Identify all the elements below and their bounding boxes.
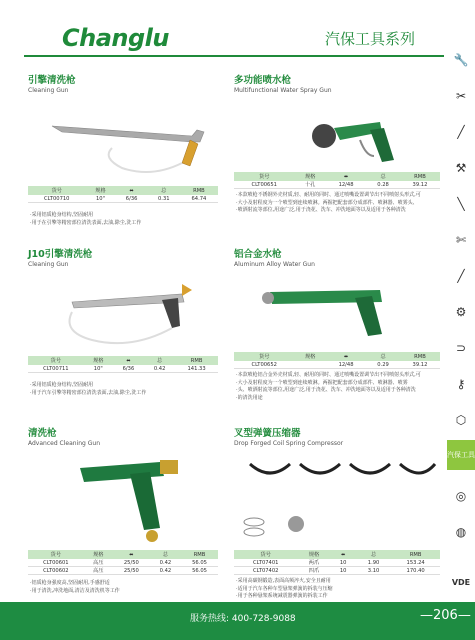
- cleaning-gun-image: [32, 108, 222, 180]
- section-spring-compressor: [234, 425, 343, 447]
- section-title: 清洗枪: [28, 428, 57, 439]
- sidebar: [447, 38, 475, 598]
- section-subtitle: Cleaning Gun: [28, 87, 69, 94]
- sidebar-active-tab[interactable]: 汽保工具: [447, 440, 475, 470]
- spec-table: 货号 规格 ⬌ 总 RMB CLT00710 10" 6/36 0.31 64.74: [28, 186, 218, 203]
- series-title: 汽保工具系列: [325, 30, 416, 48]
- section-title: 叉型弹簧压缩器: [234, 428, 301, 439]
- page-header: [0, 0, 475, 58]
- section-notes: ·采用高碳钢锻造,表面高频淬火,安全且耐用 ·适用于汽车各种车型悬架弹簧的拆装与压缩 ·用于各种悬架系统减震器弹簧的拆装工作: [236, 578, 333, 599]
- page-number: —206—: [420, 608, 471, 623]
- section-notes: ·本款喷枪铝合金外壳材质,轻、耐用的同时、通过喷嘴设置调节出不同喷射头形式,可 ·大小及射程度为一个喷型到连续喷淋。两握把配套部分成部件、喷淋器、喷雾 ·头、喷洒射流等部位,用途广泛,用于浇花、洗车、冲洗地面等以及适用于各种清洗 ·的清洗用途: [236, 372, 421, 401]
- header-divider: [24, 55, 444, 57]
- section-title: 多功能喷水枪: [234, 75, 292, 86]
- section-water-spray-gun: [234, 72, 332, 94]
- tool-icon[interactable]: ╲: [457, 197, 465, 211]
- vde-badge: VDE: [451, 578, 471, 587]
- pliers-icon[interactable]: ✂: [455, 89, 467, 103]
- brand-logo: Changlu: [62, 24, 169, 52]
- section-subtitle: Aluminum Alloy Water Gun: [234, 261, 315, 268]
- spec-table: 货号 规格 ⬌ 总 RMB CLT00652 12/48 0.29 39.12: [234, 352, 440, 369]
- screwdriver-icon[interactable]: ╱: [457, 125, 465, 139]
- aluminum-water-gun-image: [260, 272, 440, 344]
- wrench-icon[interactable]: 🔧: [453, 53, 469, 67]
- meter-icon[interactable]: ◎: [455, 489, 467, 503]
- table-row: CLT00710 10" 6/36 0.31 64.74: [28, 195, 218, 203]
- spec-table: 货号 规格 ⬌ 总 RMB CLT07401 两爪 10 1.90 153.24 CLT07402 四爪 10 3.10 170.40: [234, 550, 440, 575]
- cutter-icon[interactable]: ✄: [455, 233, 467, 247]
- table-row: CLT07401 两爪 10 1.90 153.24: [234, 559, 440, 567]
- spring-compressor-image: [240, 452, 440, 547]
- section-aluminum-water-gun: [234, 246, 315, 268]
- section-title: J10引擎清洗枪: [28, 249, 93, 260]
- service-hotline: 服务热线: 400-728-9088: [190, 614, 296, 624]
- spec-table: 货号 规格 ⬌ 总 RMB CLT00651 十孔 12/48 0.28 39.12: [234, 172, 440, 189]
- section-title: 铝合金水枪: [234, 249, 282, 260]
- table-row: CLT07402 四爪 10 3.10 170.40: [234, 567, 440, 575]
- key-icon[interactable]: ⚷: [456, 377, 466, 391]
- section-subtitle: Advanced Cleaning Gun: [28, 440, 101, 447]
- spec-table: 货号 规格 ⬌ 总 RMB CLT00711 10" 6/36 0.42 141.33: [28, 356, 218, 373]
- section-subtitle: Multifunctional Water Spray Gun: [234, 87, 332, 94]
- section-subtitle: Drop Forged Coil Spring Compressor: [234, 440, 344, 447]
- j10-cleaning-gun-image: [32, 272, 222, 352]
- section-advanced-cleaning-gun: [28, 425, 100, 447]
- section-cleaning-gun: [28, 72, 76, 94]
- section-notes: ·采用铝质枪身结构,坚固耐用 ·用于在引擎等精密部位清洗表面,去油,除尘,洗工作: [30, 212, 142, 226]
- table-row: CLT00602 高压 25/50 0.42 56.05: [28, 567, 218, 575]
- section-notes: ·本款喷枪不锈钢外壳材质,轻、耐用的同时、通过喷嘴设置调节出不同喷射头形式,可 ·大小及射程度为一个喷型到连续喷淋。两握把配套部分成部件、喷淋器、喷雾头、 ·喷洒射流等部位,用途广泛,用于浇花、洗车、冲洗地面等以及适用于各种清洗: [236, 192, 421, 213]
- tape-icon[interactable]: ◍: [455, 525, 467, 539]
- advanced-cleaning-gun-image: [60, 450, 200, 545]
- clamp-icon[interactable]: ⊃: [455, 341, 467, 355]
- section-j10-cleaning-gun: [28, 246, 92, 268]
- knife-icon[interactable]: ╱: [457, 269, 465, 283]
- table-row: CLT00711 10" 6/36 0.42 141.33: [28, 365, 218, 373]
- water-spray-gun-image: [300, 100, 410, 168]
- section-notes: ·铝质枪身强度高,坚固耐用,手感舒适 ·用于清洗,冲洗地面,清洁及清洗机等工作: [30, 580, 120, 594]
- hex-icon[interactable]: ⬡: [455, 413, 467, 427]
- table-row: CLT00651 十孔 12/48 0.28 39.12: [234, 181, 440, 189]
- table-row: CLT00652 12/48 0.29 39.12: [234, 361, 440, 369]
- section-notes: ·采用铝质枪身结构,坚固耐用 ·用于汽车引擎等精密部位清洗表面,去油,除尘,洗工作: [30, 382, 147, 396]
- spanner-icon[interactable]: ⚙: [455, 305, 467, 319]
- section-title: 引擎清洗枪: [28, 75, 76, 86]
- section-subtitle: Cleaning Gun: [28, 261, 69, 268]
- spec-table: 货号 规格 ⬌ 总 RMB CLT00601 高压 25/50 0.42 56.05 CLT00602 高压 25/50 0.42 56.05: [28, 550, 218, 575]
- hammer-icon[interactable]: ⚒: [455, 161, 467, 175]
- table-row: CLT00601 高压 25/50 0.42 56.05: [28, 559, 218, 567]
